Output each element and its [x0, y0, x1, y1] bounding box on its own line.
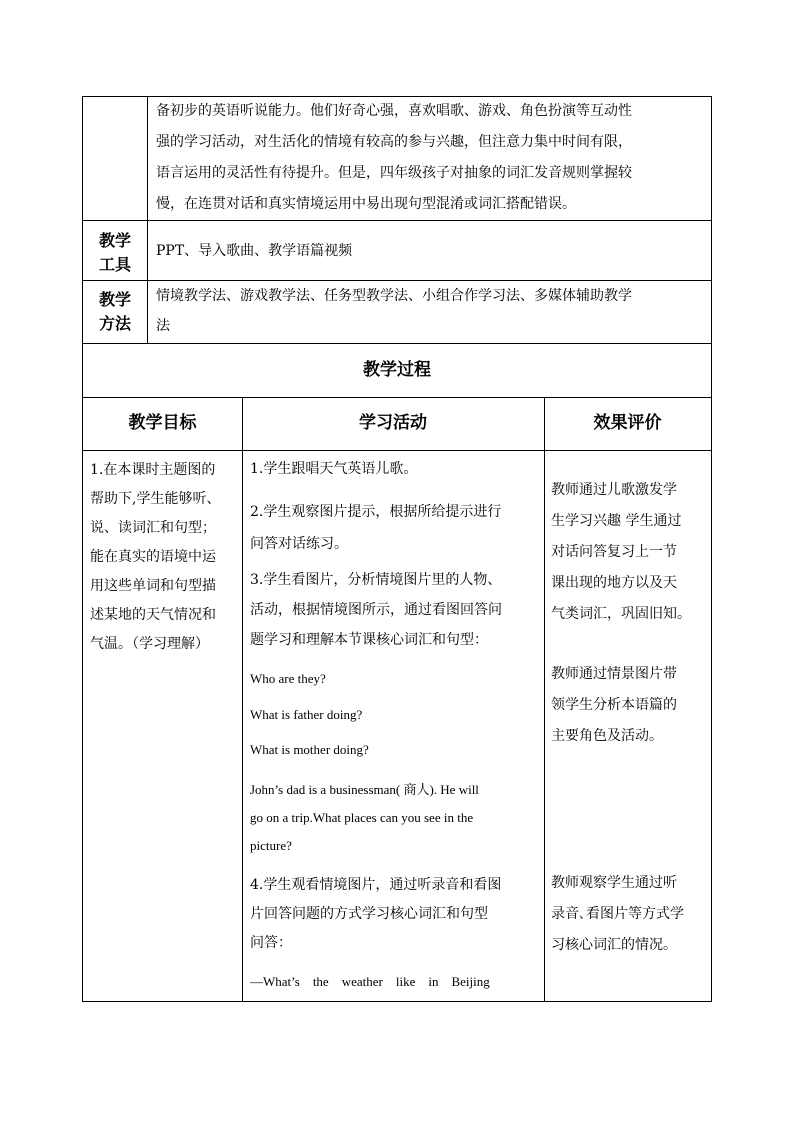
rule-headers-top — [83, 397, 711, 398]
evaluation-line: 对话问答复习上一节 — [551, 544, 677, 560]
evaluation-line: 教师通过情景图片带 — [551, 666, 677, 682]
evaluation-3 — [551, 868, 684, 961]
activity-line: 2.学生观察图片提示，根据所给提示进行 — [250, 504, 502, 520]
evaluation-line: 教师通过儿歌激发学 — [551, 482, 677, 498]
john-line: picture? — [250, 838, 292, 853]
methods-line: 情境教学法、游戏教学法、任务型教学法、小组合作学习法、多媒体辅助教学 — [156, 288, 632, 304]
question-1: Who are they? — [250, 671, 326, 686]
objective-line: 帮助下,学生能够听、 — [90, 491, 221, 507]
text-line: 语言运用的灵活性有待提升。但是，四年级孩子对抽象的词汇发音规则掌握较 — [156, 165, 632, 181]
question-2: What is father doing? — [250, 707, 363, 722]
objective-line: 气温。（学习理解） — [90, 636, 209, 652]
activity-2 — [250, 496, 501, 560]
evaluation-line: 课出现的地方以及天 — [551, 575, 677, 591]
john-line: go on a trip.What places can you see in the — [250, 810, 474, 825]
weather-question: —What’s the weather like in Beijing — [250, 974, 490, 989]
tools-label — [83, 229, 147, 277]
activity-line: 3.学生看图片，分析情境图片里的人物、 — [250, 572, 502, 588]
rule-col-2 — [242, 397, 243, 1001]
methods-label-line: 方法 — [98, 314, 131, 333]
tools-label-line: 工具 — [98, 255, 131, 274]
evaluation-line: 习核心词汇的情况。 — [551, 937, 677, 953]
objective-line: 能在真实的语境中运 — [90, 549, 216, 565]
activity-line: 4.学生观看情境图片，通过听录音和看图 — [250, 877, 502, 893]
activity-1: 1.学生跟唱天气英语儿歌。 — [250, 461, 418, 477]
rule-body-top — [83, 450, 711, 451]
evaluation-line: 生学习兴趣 学生通过 — [551, 513, 682, 529]
evaluation-line: 气类词汇，巩固旧知。 — [551, 606, 691, 622]
john-paragraph — [250, 776, 479, 860]
evaluation-1 — [551, 475, 691, 630]
evaluation-line: 主要角色及活动。 — [551, 728, 663, 744]
methods-label — [83, 288, 147, 336]
activity-line: 活动，根据情境图所示，通过看图回答问 — [250, 602, 502, 618]
text-line: 强的学习活动，对生活化的情境有较高的参与兴趣，但注意力集中时间有限， — [156, 134, 632, 150]
methods-content — [156, 281, 632, 341]
evaluation-2 — [551, 659, 677, 752]
rule-tools-top — [83, 220, 711, 221]
header-activities: 学习活动 — [359, 413, 427, 433]
rule-process-top — [83, 343, 711, 344]
objective-line: 用这些单词和句型描 — [90, 578, 216, 594]
tools-content: PPT、导入歌曲、教学语篇视频 — [156, 243, 353, 259]
activity-3 — [250, 565, 502, 655]
objective-line: 说、读词汇和句型； — [90, 520, 216, 536]
objective-line: 述某地的天气情况和 — [90, 607, 216, 623]
rule-col-3 — [544, 397, 545, 1001]
text-line: 备初步的英语听说能力。他们好奇心强，喜欢唱歌、游戏、角色扮演等互动性 — [156, 103, 632, 119]
activity-line: 片回答问题的方式学习核心词汇和句型 — [250, 906, 488, 922]
methods-line: 法 — [156, 318, 170, 334]
activity-line: 问答对话练习。 — [250, 536, 348, 552]
objective-text — [90, 456, 220, 659]
evaluation-line: 教师观察学生通过听 — [551, 875, 677, 891]
activity-4 — [250, 871, 501, 958]
student-analysis-text — [156, 96, 712, 220]
text-line: 慢，在连贯对话和真实情境运用中易出现句型混淆或词汇搭配错误。 — [156, 196, 576, 212]
evaluation-line: 录音､看图片等方式学 — [551, 906, 684, 922]
process-title: 教学过程 — [363, 360, 431, 380]
methods-label-line: 教学 — [98, 290, 131, 309]
header-evaluation: 效果评价 — [593, 413, 662, 433]
evaluation-line: 领学生分析本语篇的 — [551, 697, 677, 713]
rule-label-col — [147, 97, 148, 343]
activity-line: 题学习和理解本节课核心词汇和句型： — [250, 632, 488, 648]
john-line: John’s dad is a businessman( 商人). He will — [250, 782, 479, 797]
header-objective: 教学目标 — [128, 413, 197, 433]
tools-label-line: 教学 — [98, 231, 131, 250]
activity-line: 问答： — [250, 935, 292, 951]
question-3: What is mother doing? — [250, 742, 369, 757]
objective-line: 1.在本课时主题图的 — [90, 462, 216, 478]
